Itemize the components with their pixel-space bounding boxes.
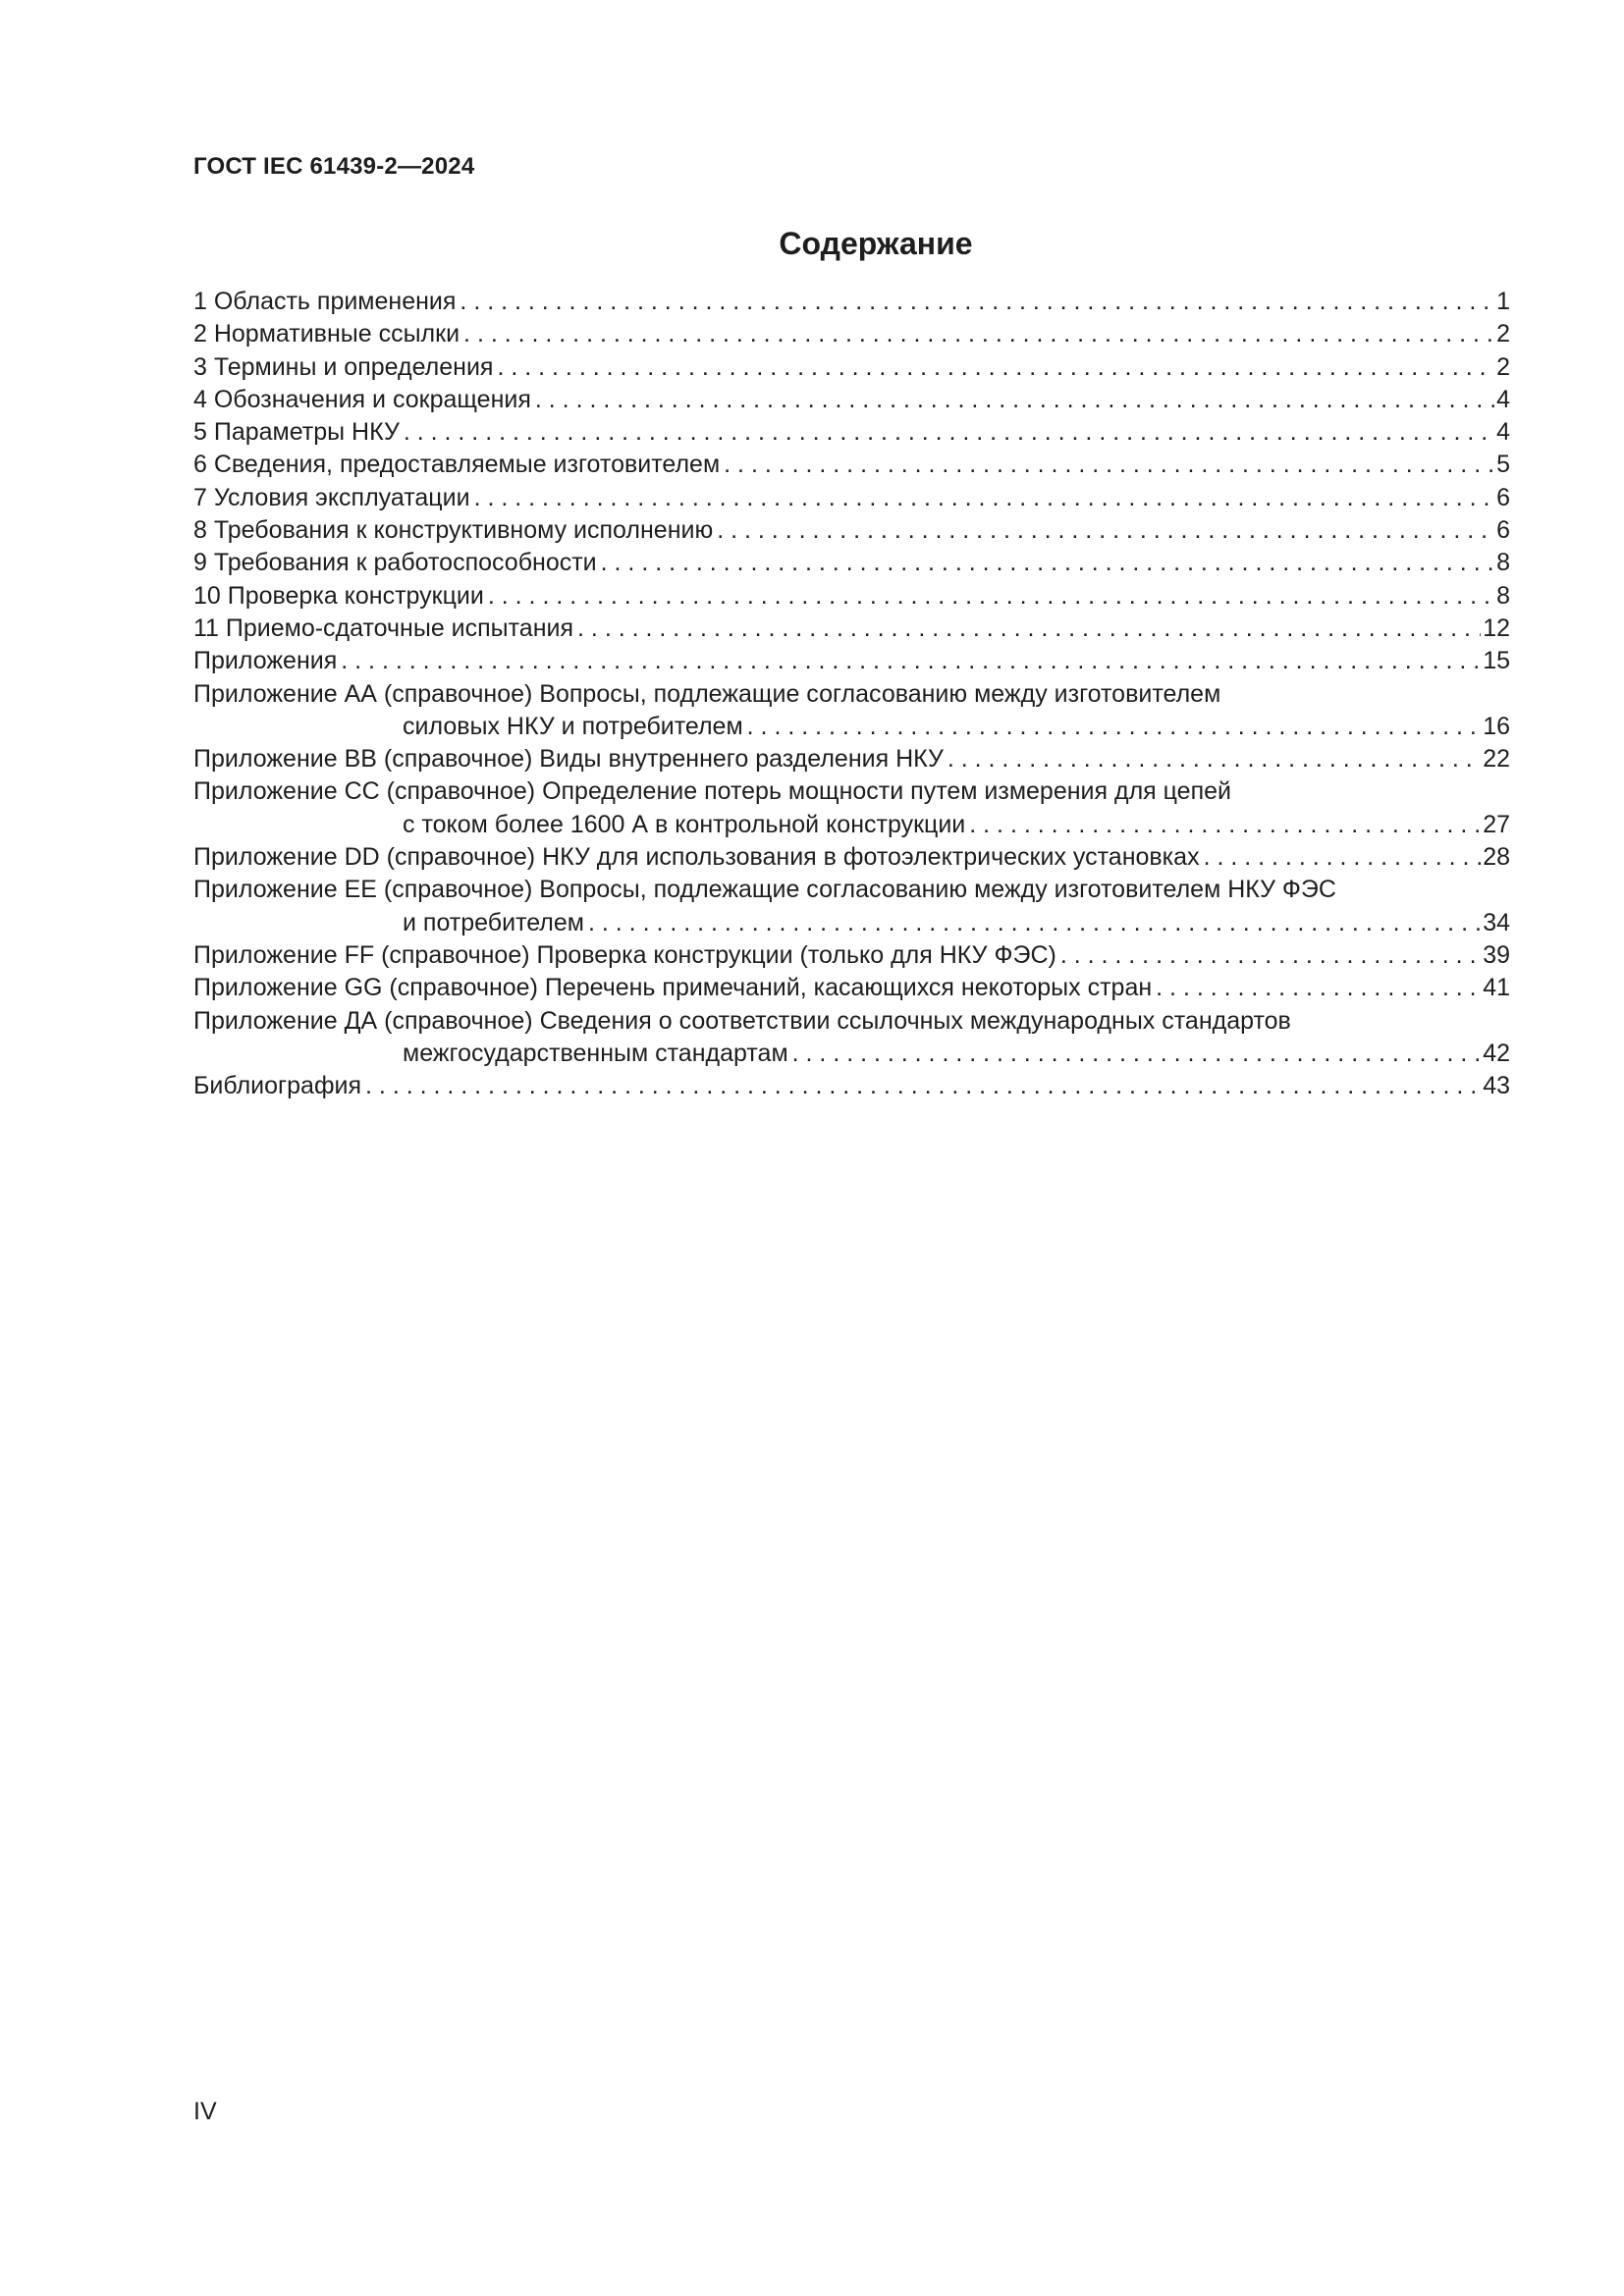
toc-leader-dots <box>573 613 1481 645</box>
toc-leader-dots <box>713 514 1494 547</box>
toc-entry[interactable] <box>193 775 1510 841</box>
toc-entry-text: Приложение АА (справочное) Вопросы, подлежащие согласованию между изготовителем <box>193 679 1221 708</box>
toc-page-number: 16 <box>1483 712 1510 740</box>
toc-leader-dots <box>400 416 1494 449</box>
toc-entry-text: силовых НКУ и потребителем <box>403 712 743 740</box>
toc-leader-dots <box>460 318 1494 350</box>
toc-entry[interactable] <box>193 547 1510 579</box>
toc-page-number: 39 <box>1483 940 1510 969</box>
toc-leader-dots <box>470 482 1495 514</box>
toc-entry-text: 4 Обозначения и сокращения <box>193 385 531 413</box>
toc-entry-text: 7 Условия эксплуатации <box>193 483 470 511</box>
toc-leader-dots <box>484 580 1494 613</box>
toc-page-number: 28 <box>1483 843 1510 872</box>
toc-leader-dots <box>337 645 1481 677</box>
toc-entry-text: 11 Приемо-сдаточные испытания <box>193 614 574 642</box>
toc-entry-text: 5 Параметры НКУ <box>193 418 400 447</box>
toc-page-number: 22 <box>1483 745 1510 774</box>
toc-page-number: 6 <box>1496 483 1510 511</box>
toc-page-number: 27 <box>1483 810 1510 838</box>
toc-entry[interactable] <box>193 580 1510 613</box>
toc-entry-text: и потребителем <box>403 908 584 936</box>
toc-entry[interactable] <box>193 613 1510 645</box>
toc-entry-text: 10 Проверка конструкции <box>193 581 484 610</box>
toc-page-number: 8 <box>1496 581 1510 610</box>
toc-leader-dots <box>456 286 1494 318</box>
document-header: ГОСТ IEC 61439-2—2024 <box>193 153 475 180</box>
toc-leader-dots <box>1200 841 1482 874</box>
toc-page-number: 15 <box>1483 647 1510 675</box>
toc-leader-dots <box>597 547 1494 579</box>
toc-entry-text: межгосударственным стандартам <box>403 1039 788 1067</box>
toc-leader-dots <box>743 711 1482 743</box>
toc-page-number: 34 <box>1483 908 1510 936</box>
toc-page-number: 41 <box>1483 974 1510 1002</box>
toc-leader-dots <box>1056 939 1481 972</box>
toc-entry[interactable] <box>193 841 1510 874</box>
toc-page-number: 1 <box>1496 288 1510 315</box>
toc-entry[interactable] <box>193 384 1510 416</box>
toc-entry[interactable] <box>193 939 1510 972</box>
toc-entry-text: Приложение ЕЕ (справочное) Вопросы, подлежащие согласованию между изготовителем НКУ ФЭС <box>193 876 1336 904</box>
toc-entry-text: Приложение GG (справочное) Перечень примечаний, касающихся некоторых стран <box>193 974 1153 1002</box>
toc-leader-dots <box>531 384 1494 416</box>
toc-entry-text: 9 Требования к работоспособности <box>193 549 597 577</box>
toc-entry[interactable] <box>193 678 1510 744</box>
toc-page-number: 4 <box>1496 418 1510 447</box>
toc-page-number: 5 <box>1496 451 1510 479</box>
toc-entry[interactable] <box>193 351 1510 384</box>
toc-entry-text: Приложение ВВ (справочное) Виды внутреннего разделения НКУ <box>193 745 944 774</box>
toc-entry-text: с током более 1600 А в контрольной конструкции <box>403 810 966 838</box>
toc-entry[interactable] <box>193 514 1510 547</box>
toc-leader-dots <box>1152 972 1481 1004</box>
toc-leader-dots <box>965 809 1481 841</box>
toc-leader-dots <box>944 743 1481 775</box>
toc-entry-text: Библиография <box>193 1072 362 1100</box>
page-number: IV <box>193 2098 217 2125</box>
toc-entry-text: 2 Нормативные ссылки <box>193 320 460 348</box>
toc-entry-text: Приложение ДА (справочное) Сведения о соответствии ссылочных международных стандартов <box>193 1006 1291 1035</box>
toc-entry[interactable] <box>193 645 1510 677</box>
toc-entry[interactable] <box>193 743 1510 775</box>
toc-entry-text: Приложения <box>193 647 338 675</box>
toc-entry[interactable] <box>193 318 1510 350</box>
toc-page-number: 42 <box>1483 1039 1510 1067</box>
toc-title: Содержание <box>779 226 973 261</box>
toc-entry-text: Приложение СС (справочное) Определение потерь мощности путем измерения для цепей <box>193 777 1231 806</box>
toc-entry[interactable] <box>193 1005 1510 1071</box>
toc-leader-dots <box>584 907 1481 939</box>
toc-entry[interactable] <box>193 286 1510 318</box>
toc-entry[interactable] <box>193 874 1510 939</box>
toc-entry-text: Приложение DD (справочное) НКУ для использования в фотоэлектрических установках <box>193 843 1200 872</box>
toc-entry[interactable] <box>193 416 1510 449</box>
toc-entry-text: 8 Требования к конструктивному исполнению <box>193 516 714 545</box>
toc-page-number: 2 <box>1496 352 1510 381</box>
toc-entry-text: 1 Область применения <box>193 288 457 315</box>
toc-page-number: 4 <box>1496 385 1510 413</box>
toc-entry[interactable] <box>193 482 1510 514</box>
toc-entry-text: Приложение FF (справочное) Проверка конструкции (только для НКУ ФЭС) <box>193 940 1056 969</box>
toc-page-number: 6 <box>1496 516 1510 545</box>
toc-page-number: 8 <box>1496 549 1510 577</box>
toc-leader-dots <box>361 1070 1481 1102</box>
toc-entry-text: 3 Термины и определения <box>193 352 494 381</box>
toc-leader-dots <box>493 351 1494 384</box>
table-of-contents <box>193 286 1510 1102</box>
toc-entry[interactable] <box>193 972 1510 1004</box>
toc-page-number: 2 <box>1496 320 1510 348</box>
toc-entry[interactable] <box>193 1070 1510 1102</box>
toc-entry[interactable] <box>193 449 1510 481</box>
toc-leader-dots <box>788 1038 1482 1070</box>
toc-leader-dots <box>720 449 1494 481</box>
toc-page-number: 43 <box>1483 1072 1510 1100</box>
toc-page-number: 12 <box>1483 614 1510 642</box>
toc-entry-text: 6 Сведения, предоставляемые изготовителем <box>193 451 721 479</box>
